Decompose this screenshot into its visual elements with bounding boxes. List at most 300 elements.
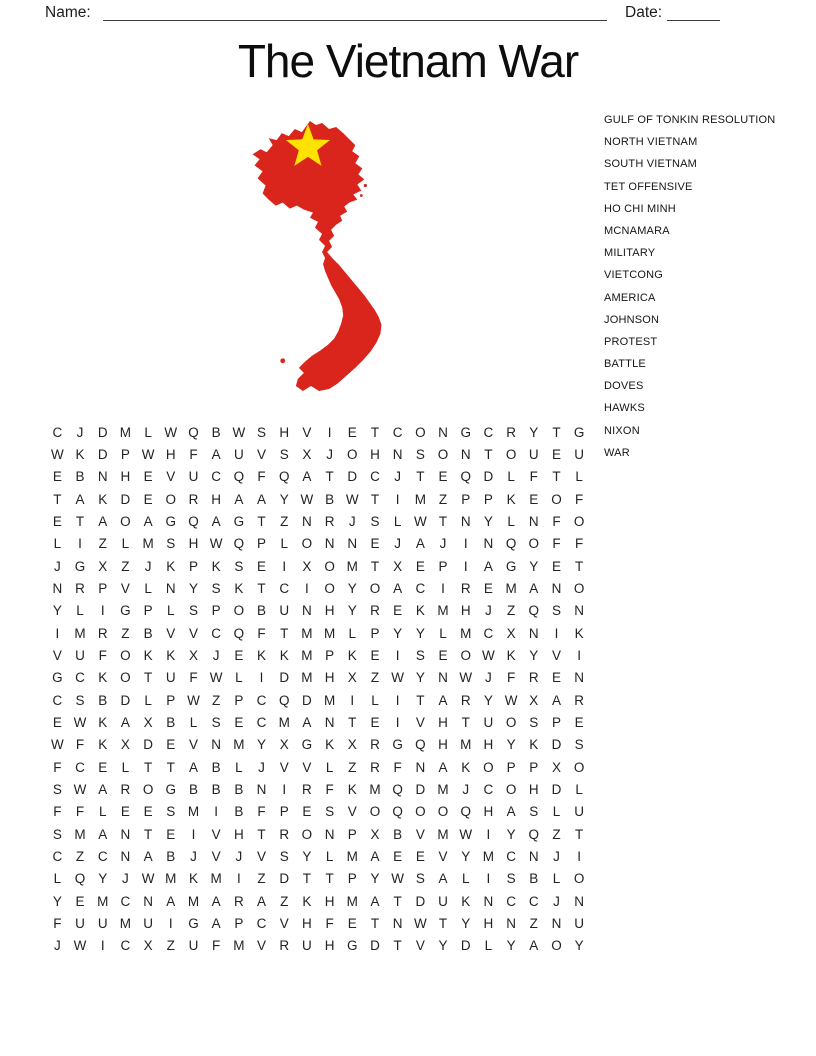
grid-cell: T	[257, 826, 266, 842]
grid-cell: A	[302, 469, 312, 485]
grid-cell: T	[438, 915, 448, 931]
grid-cell: I	[486, 826, 491, 842]
grid-cell: R	[279, 826, 290, 842]
grid-cell: C	[483, 424, 494, 440]
grid-cell: T	[575, 826, 584, 842]
grid-cell: J	[553, 893, 560, 909]
grid-cell: D	[120, 491, 131, 507]
grid-cell: B	[211, 424, 221, 440]
grid-cell: F	[575, 491, 584, 507]
grid-cell: G	[165, 513, 177, 529]
word-list	[604, 109, 775, 464]
grid-cell: H	[483, 737, 494, 753]
grid-cell: M	[437, 781, 449, 797]
grid-cell: X	[347, 737, 357, 753]
grid-cell: G	[233, 513, 245, 529]
grid-cell: N	[460, 513, 471, 529]
grid-cell: N	[120, 826, 131, 842]
grid-cell: J	[258, 759, 265, 775]
grid-cell: D	[551, 737, 562, 753]
grid-cell: Q	[188, 424, 199, 440]
grid-cell: Q	[528, 603, 540, 619]
grid-cell: P	[98, 580, 108, 596]
grid-cell: B	[257, 603, 267, 619]
grid-cell: A	[211, 893, 221, 909]
grid-cell: Y	[438, 938, 448, 954]
grid-cell: X	[279, 737, 289, 753]
grid-cell: Q	[278, 692, 290, 708]
grid-cell: A	[188, 759, 198, 775]
grid-cell: A	[120, 714, 130, 730]
grid-cell: E	[166, 737, 176, 753]
grid-cell: N	[551, 580, 562, 596]
grid-cell: B	[529, 871, 539, 887]
grid-cell: F	[529, 469, 538, 485]
grid-cell: O	[415, 424, 426, 440]
grid-cell: E	[483, 580, 493, 596]
grid-cell: K	[75, 446, 85, 462]
grid-cell: N	[528, 848, 539, 864]
grid-cell: X	[143, 714, 153, 730]
grid-cell: O	[120, 513, 131, 529]
grid-cell: I	[100, 938, 105, 954]
grid-cell: X	[393, 558, 403, 574]
grid-cell: B	[234, 804, 244, 820]
grid-cell: I	[327, 424, 332, 440]
grid-cell: L	[507, 469, 515, 485]
grid-cell: R	[302, 781, 312, 797]
grid-cell: G	[347, 938, 358, 954]
grid-cell: C	[506, 893, 516, 909]
grid-cell: Z	[370, 670, 380, 686]
grid-cell: Y	[483, 513, 493, 529]
grid-cell: K	[506, 491, 516, 507]
grid-cell: N	[551, 915, 562, 931]
grid-cell: Y	[279, 491, 289, 507]
grid-cell: J	[462, 781, 470, 797]
grid-cell: S	[370, 513, 380, 529]
grid-cell: M	[437, 603, 449, 619]
grid-cell: U	[165, 670, 176, 686]
grid-cell: W	[413, 513, 427, 529]
grid-cell: A	[234, 491, 244, 507]
word-list-item: SOUTH VIETNAM	[604, 158, 698, 171]
grid-cell: P	[461, 491, 471, 507]
grid-cell: J	[485, 670, 492, 686]
grid-cell: L	[167, 603, 175, 619]
grid-cell: I	[305, 580, 309, 596]
grid-cell: Q	[74, 871, 86, 887]
grid-cell: P	[257, 536, 267, 552]
grid-cell: C	[75, 759, 85, 775]
grid-cell: E	[143, 469, 153, 485]
word-search-grid	[46, 421, 591, 957]
grid-cell: X	[551, 759, 561, 775]
grid-cell: H	[324, 893, 335, 909]
grid-cell: I	[463, 558, 468, 574]
small-island	[364, 184, 367, 187]
grid-cell: S	[188, 603, 198, 619]
grid-cell: A	[211, 513, 221, 529]
grid-cell: Z	[75, 848, 85, 864]
grid-cell: K	[506, 647, 516, 663]
grid-cell: G	[460, 424, 471, 440]
grid-cell: O	[460, 647, 471, 663]
grid-cell: K	[234, 580, 244, 596]
grid-cell: S	[257, 424, 267, 440]
grid-cell: X	[188, 647, 198, 663]
grid-cell: X	[120, 737, 130, 753]
grid-cell: L	[121, 536, 130, 552]
grid-cell: H	[438, 737, 448, 753]
grid-cell: Z	[529, 915, 538, 931]
grid-cell: T	[484, 446, 493, 462]
grid-cell: O	[142, 781, 154, 797]
grid-cell: X	[98, 558, 108, 574]
grid-cell: L	[53, 871, 62, 887]
word-list-item: NORTH VIETNAM	[604, 136, 698, 149]
grid-cell: E	[370, 647, 380, 663]
grid-cell: X	[302, 446, 312, 462]
grid-cell: Y	[506, 826, 516, 842]
grid-cell: F	[393, 759, 402, 775]
grid-cell: X	[347, 670, 357, 686]
grid-cell: E	[347, 424, 357, 440]
grid-cell: L	[507, 513, 515, 529]
grid-cell: E	[52, 513, 62, 529]
grid-cell: Y	[461, 848, 471, 864]
grid-cell: C	[97, 848, 108, 864]
grid-cell: T	[461, 714, 470, 730]
grid-cell: K	[143, 647, 153, 663]
grid-cell: K	[98, 491, 108, 507]
grid-cell: G	[505, 558, 517, 574]
grid-cell: V	[188, 737, 198, 753]
grid-cell: I	[282, 558, 287, 574]
grid-cell: U	[188, 469, 199, 485]
grid-cell: M	[142, 536, 154, 552]
grid-cell: N	[120, 848, 131, 864]
grid-cell: M	[74, 625, 86, 641]
grid-cell: J	[190, 848, 197, 864]
grid-cell: M	[74, 826, 86, 842]
grid-cell: A	[529, 580, 539, 596]
grid-cell: S	[506, 871, 516, 887]
word-list-item: PROTEST	[604, 335, 658, 348]
grid-cell: Z	[121, 558, 130, 574]
grid-cell: N	[574, 670, 585, 686]
grid-cell: Q	[392, 781, 403, 797]
grid-cell: H	[279, 424, 290, 440]
grid-cell: Q	[233, 625, 245, 641]
grid-cell: V	[52, 647, 62, 663]
grid-cell: E	[143, 491, 153, 507]
grid-cell: L	[280, 536, 288, 552]
grid-cell: F	[75, 737, 85, 753]
grid-cell: L	[144, 580, 152, 596]
grid-cell: S	[52, 826, 62, 842]
grid-cell: W	[504, 692, 518, 708]
grid-cell: J	[53, 558, 61, 574]
grid-cell: S	[279, 848, 289, 864]
grid-cell: Z	[348, 759, 357, 775]
grid-cell: T	[393, 938, 402, 954]
grid-cell: H	[233, 826, 244, 842]
grid-cell: V	[166, 469, 176, 485]
grid-cell: H	[460, 603, 471, 619]
grid-cell: M	[233, 938, 245, 954]
grid-cell: E	[143, 804, 153, 820]
grid-cell: J	[122, 871, 129, 887]
grid-cell: K	[166, 558, 176, 574]
grid-cell: R	[506, 424, 516, 440]
grid-cell: K	[347, 647, 357, 663]
grid-cell: J	[394, 469, 402, 485]
grid-cell: U	[233, 446, 244, 462]
grid-cell: G	[573, 424, 585, 440]
grid-cell: T	[370, 424, 380, 440]
word-list-item: TET OFFENSIVE	[604, 180, 693, 193]
grid-cell: L	[484, 938, 493, 954]
grid-cell: H	[302, 915, 312, 931]
grid-cell: Y	[188, 580, 198, 596]
grid-cell: E	[438, 647, 448, 663]
grid-cell: L	[235, 759, 243, 775]
grid-cell: S	[52, 781, 62, 797]
grid-cell: X	[529, 692, 539, 708]
grid-cell: E	[415, 848, 425, 864]
grid-cell: S	[211, 714, 221, 730]
grid-cell: P	[143, 603, 153, 619]
grid-cell: E	[166, 826, 176, 842]
grid-cell: L	[76, 603, 84, 619]
grid-cell: W	[232, 424, 246, 440]
grid-cell: L	[325, 759, 334, 775]
grid-cell: F	[552, 536, 561, 552]
grid-cell: B	[98, 692, 108, 708]
grid-cell: U	[574, 446, 585, 462]
grid-cell: W	[459, 670, 473, 686]
grid-cell: J	[76, 424, 84, 440]
grid-cell: L	[235, 670, 243, 686]
grid-cell: F	[189, 670, 198, 686]
grid-cell: P	[483, 491, 493, 507]
grid-cell: W	[300, 491, 314, 507]
grid-cell: R	[370, 759, 380, 775]
grid-cell: C	[256, 915, 267, 931]
grid-cell: T	[416, 469, 425, 485]
grid-cell: O	[573, 871, 585, 887]
grid-cell: T	[325, 469, 334, 485]
grid-cell: Q	[188, 513, 199, 529]
grid-cell: O	[505, 781, 517, 797]
grid-cell: Z	[166, 938, 175, 954]
grid-cell: Z	[506, 603, 516, 619]
grid-cell: P	[551, 714, 561, 730]
grid-cell: N	[302, 603, 312, 619]
grid-cell: G	[74, 558, 86, 574]
grid-cell: S	[551, 603, 561, 619]
grid-cell: O	[120, 647, 131, 663]
grid-cell: V	[188, 625, 198, 641]
grid-cell: A	[211, 446, 221, 462]
grid-cell: B	[166, 714, 176, 730]
grid-cell: J	[53, 938, 61, 954]
grid-cell: F	[257, 625, 266, 641]
word-list-item: MILITARY	[604, 247, 656, 260]
grid-cell: O	[369, 580, 381, 596]
grid-cell: P	[234, 915, 244, 931]
grid-cell: I	[395, 692, 400, 708]
grid-cell: S	[529, 714, 539, 730]
grid-cell: W	[391, 871, 405, 887]
grid-cell: A	[166, 893, 176, 909]
grid-cell: Y	[529, 647, 539, 663]
grid-cell: H	[120, 469, 131, 485]
grid-cell: Z	[212, 692, 221, 708]
grid-cell: K	[279, 647, 289, 663]
grid-cell: M	[346, 558, 358, 574]
grid-cell: T	[257, 513, 266, 529]
vietnam-flag-map	[251, 121, 383, 393]
grid-cell: S	[325, 804, 335, 820]
grid-cell: K	[574, 625, 584, 641]
grid-cell: I	[486, 871, 491, 887]
grid-cell: I	[236, 871, 241, 887]
grid-cell: N	[438, 670, 448, 686]
grid-cell: I	[55, 625, 60, 641]
grid-cell: T	[552, 469, 561, 485]
grid-cell: H	[211, 491, 222, 507]
grid-cell: T	[370, 491, 380, 507]
grid-cell: B	[188, 781, 198, 797]
grid-cell: C	[120, 893, 131, 909]
grid-cell: A	[393, 580, 403, 596]
grid-cell: D	[551, 781, 562, 797]
grid-cell: O	[165, 491, 177, 507]
grid-cell: F	[575, 536, 584, 552]
grid-cell: D	[302, 692, 312, 708]
grid-cell: G	[301, 737, 313, 753]
grid-cell: R	[370, 737, 380, 753]
grid-cell: A	[257, 893, 267, 909]
grid-cell: L	[144, 692, 152, 708]
grid-cell: S	[574, 737, 584, 753]
grid-cell: J	[553, 848, 560, 864]
grid-cell: E	[347, 915, 357, 931]
grid-cell: T	[257, 580, 266, 596]
grid-cell: V	[415, 714, 425, 730]
grid-cell: N	[256, 781, 267, 797]
grid-cell: V	[302, 759, 312, 775]
grid-cell: H	[324, 670, 335, 686]
grid-cell: T	[370, 915, 380, 931]
grid-cell: L	[325, 848, 334, 864]
grid-cell: M	[323, 692, 336, 708]
grid-cell: K	[415, 603, 425, 619]
grid-cell: B	[234, 781, 244, 797]
grid-cell: E	[415, 558, 425, 574]
grid-cell: M	[97, 893, 109, 909]
grid-cell: S	[166, 536, 176, 552]
grid-cell: E	[551, 670, 561, 686]
grid-cell: K	[98, 737, 108, 753]
grid-cell: A	[257, 491, 267, 507]
grid-cell: A	[438, 871, 448, 887]
grid-cell: C	[483, 781, 494, 797]
grid-cell: U	[97, 915, 108, 931]
grid-cell: Y	[370, 871, 380, 887]
grid-cell: E	[302, 804, 312, 820]
grid-cell: T	[75, 513, 85, 529]
grid-cell: O	[233, 603, 245, 619]
grid-cell: T	[575, 558, 584, 574]
grid-cell: R	[188, 491, 199, 507]
grid-cell: Z	[121, 625, 130, 641]
grid-cell: M	[301, 647, 313, 663]
grid-cell: M	[119, 915, 132, 931]
grid-cell: O	[573, 580, 585, 596]
grid-cell: G	[188, 915, 199, 931]
word-list-item: MCNAMARA	[604, 224, 670, 237]
grid-cell: L	[575, 781, 583, 797]
grid-cell: Y	[483, 692, 493, 708]
grid-cell: M	[505, 580, 517, 596]
grid-cell: V	[302, 424, 312, 440]
grid-cell: M	[460, 625, 472, 641]
grid-cell: C	[483, 625, 494, 641]
grid-cell: N	[324, 536, 335, 552]
word-list-item: HAWKS	[604, 402, 645, 415]
grid-cell: N	[483, 536, 494, 552]
grid-cell: W	[482, 647, 495, 663]
grid-cell: C	[279, 580, 290, 596]
grid-cell: O	[483, 759, 494, 775]
grid-cell: R	[279, 938, 290, 954]
grid-cell: P	[347, 871, 357, 887]
grid-cell: B	[75, 469, 85, 485]
grid-cell: C	[506, 848, 516, 864]
grid-cell: V	[166, 625, 176, 641]
grid-cell: O	[369, 804, 381, 820]
grid-cell: E	[98, 759, 108, 775]
grid-cell: O	[551, 938, 562, 954]
grid-cell: O	[551, 491, 562, 507]
grid-cell: X	[506, 625, 516, 641]
grid-cell: O	[505, 446, 517, 462]
grid-cell: Y	[302, 848, 312, 864]
word-list-item: AMERICA	[604, 291, 656, 304]
grid-cell: K	[325, 737, 335, 753]
grid-cell: D	[279, 670, 290, 686]
grid-cell: D	[97, 446, 108, 462]
grid-cell: Y	[347, 580, 357, 596]
grid-cell: V	[347, 804, 357, 820]
grid-cell: U	[574, 915, 585, 931]
grid-cell: P	[438, 558, 448, 574]
grid-cell: M	[369, 781, 381, 797]
grid-cell: A	[143, 513, 153, 529]
grid-cell: U	[75, 915, 85, 931]
grid-cell: L	[393, 513, 402, 529]
word-list-item: VIETCONG	[604, 269, 664, 282]
grid-cell: O	[437, 804, 449, 820]
grid-cell: M	[437, 826, 449, 842]
grid-cell: Y	[415, 670, 425, 686]
grid-cell: L	[552, 804, 561, 820]
grid-cell: E	[234, 647, 244, 663]
grid-cell: T	[393, 893, 402, 909]
